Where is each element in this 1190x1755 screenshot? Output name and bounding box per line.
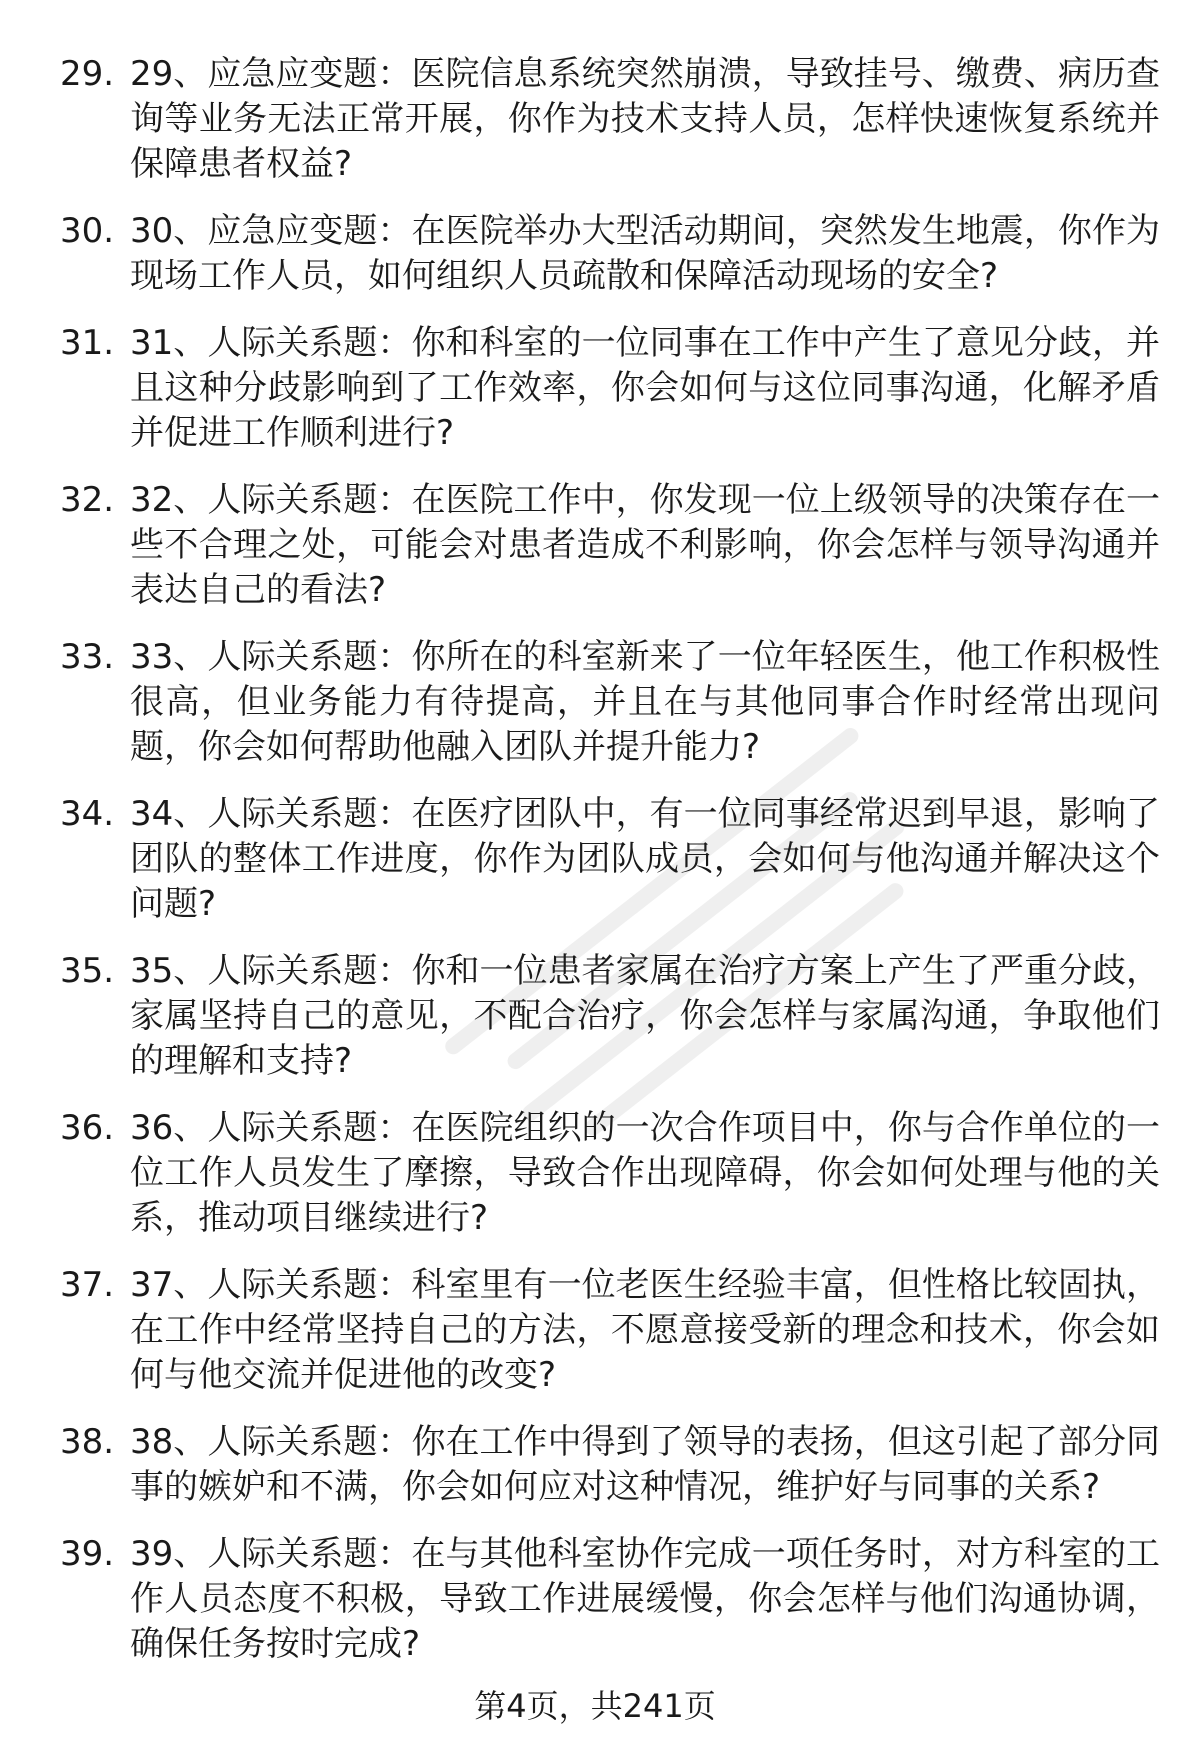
question-text: 35、人际关系题：你和一位患者家属在治疗方案上产生了严重分歧，家属坚持自己的意见，不配合治疗，你会怎样与家属沟通，争取他们的理解和支持? <box>130 951 1160 1081</box>
question-item <box>60 1263 1160 1398</box>
question-item <box>60 209 1160 299</box>
question-number: 37. <box>60 1265 115 1305</box>
question-item <box>60 1420 1160 1510</box>
question-number: 39. <box>60 1534 115 1574</box>
question-item <box>60 321 1160 456</box>
question-text: 33、人际关系题：你所在的科室新来了一位年轻医生，他工作积极性很高，但业务能力有待提高，并且在与其他同事合作时经常出现问题，你会如何帮助他融入团队并提升能力? <box>130 637 1160 767</box>
question-item <box>60 635 1160 770</box>
page-number-label: 第4页，共241页 <box>474 1687 716 1725</box>
question-text: 38、人际关系题：你在工作中得到了领导的表扬，但这引起了部分同事的嫉妒和不满，你会如何应对这种情况，维护好与同事的关系? <box>130 1422 1160 1507</box>
question-number: 32. <box>60 480 115 520</box>
question-text: 37、人际关系题：科室里有一位老医生经验丰富，但性格比较固执，在工作中经常坚持自己的方法，不愿意接受新的理念和技术，你会如何与他交流并促进他的改变? <box>130 1265 1160 1395</box>
question-text: 31、人际关系题：你和科室的一位同事在工作中产生了意见分歧，并且这种分歧影响到了工作效率，你会如何与这位同事沟通，化解矛盾并促进工作顺利进行? <box>130 323 1160 453</box>
question-number: 29. <box>60 54 115 94</box>
question-item <box>60 478 1160 613</box>
page-footer <box>0 1686 1190 1726</box>
question-number: 34. <box>60 794 115 834</box>
question-text: 29、应急应变题：医院信息系统突然崩溃，导致挂号、缴费、病历查询等业务无法正常开展，你作为技术支持人员，怎样快速恢复系统并保障患者权益? <box>130 54 1160 184</box>
question-list <box>60 52 1160 1689</box>
question-item <box>60 949 1160 1084</box>
question-text: 34、人际关系题：在医疗团队中，有一位同事经常迟到早退，影响了团队的整体工作进度，你作为团队成员，会如何与他沟通并解决这个问题? <box>130 794 1160 924</box>
question-item <box>60 1532 1160 1667</box>
question-number: 38. <box>60 1422 115 1462</box>
question-number: 36. <box>60 1108 115 1148</box>
question-item <box>60 1106 1160 1241</box>
question-text: 36、人际关系题：在医院组织的一次合作项目中，你与合作单位的一位工作人员发生了摩擦，导致合作出现障碍，你会如何处理与他的关系，推动项目继续进行? <box>130 1108 1160 1238</box>
question-number: 31. <box>60 323 115 363</box>
question-number: 35. <box>60 951 115 991</box>
question-item <box>60 52 1160 187</box>
question-text: 32、人际关系题：在医院工作中，你发现一位上级领导的决策存在一些不合理之处，可能会对患者造成不利影响，你会怎样与领导沟通并表达自己的看法? <box>130 480 1160 610</box>
question-text: 30、应急应变题：在医院举办大型活动期间，突然发生地震，你作为现场工作人员，如何组织人员疏散和保障活动现场的安全? <box>130 211 1160 296</box>
question-number: 30. <box>60 211 115 251</box>
question-text: 39、人际关系题：在与其他科室协作完成一项任务时，对方科室的工作人员态度不积极，导致工作进展缓慢，你会怎样与他们沟通协调，确保任务按时完成? <box>130 1534 1160 1664</box>
question-number: 33. <box>60 637 115 677</box>
question-item <box>60 792 1160 927</box>
